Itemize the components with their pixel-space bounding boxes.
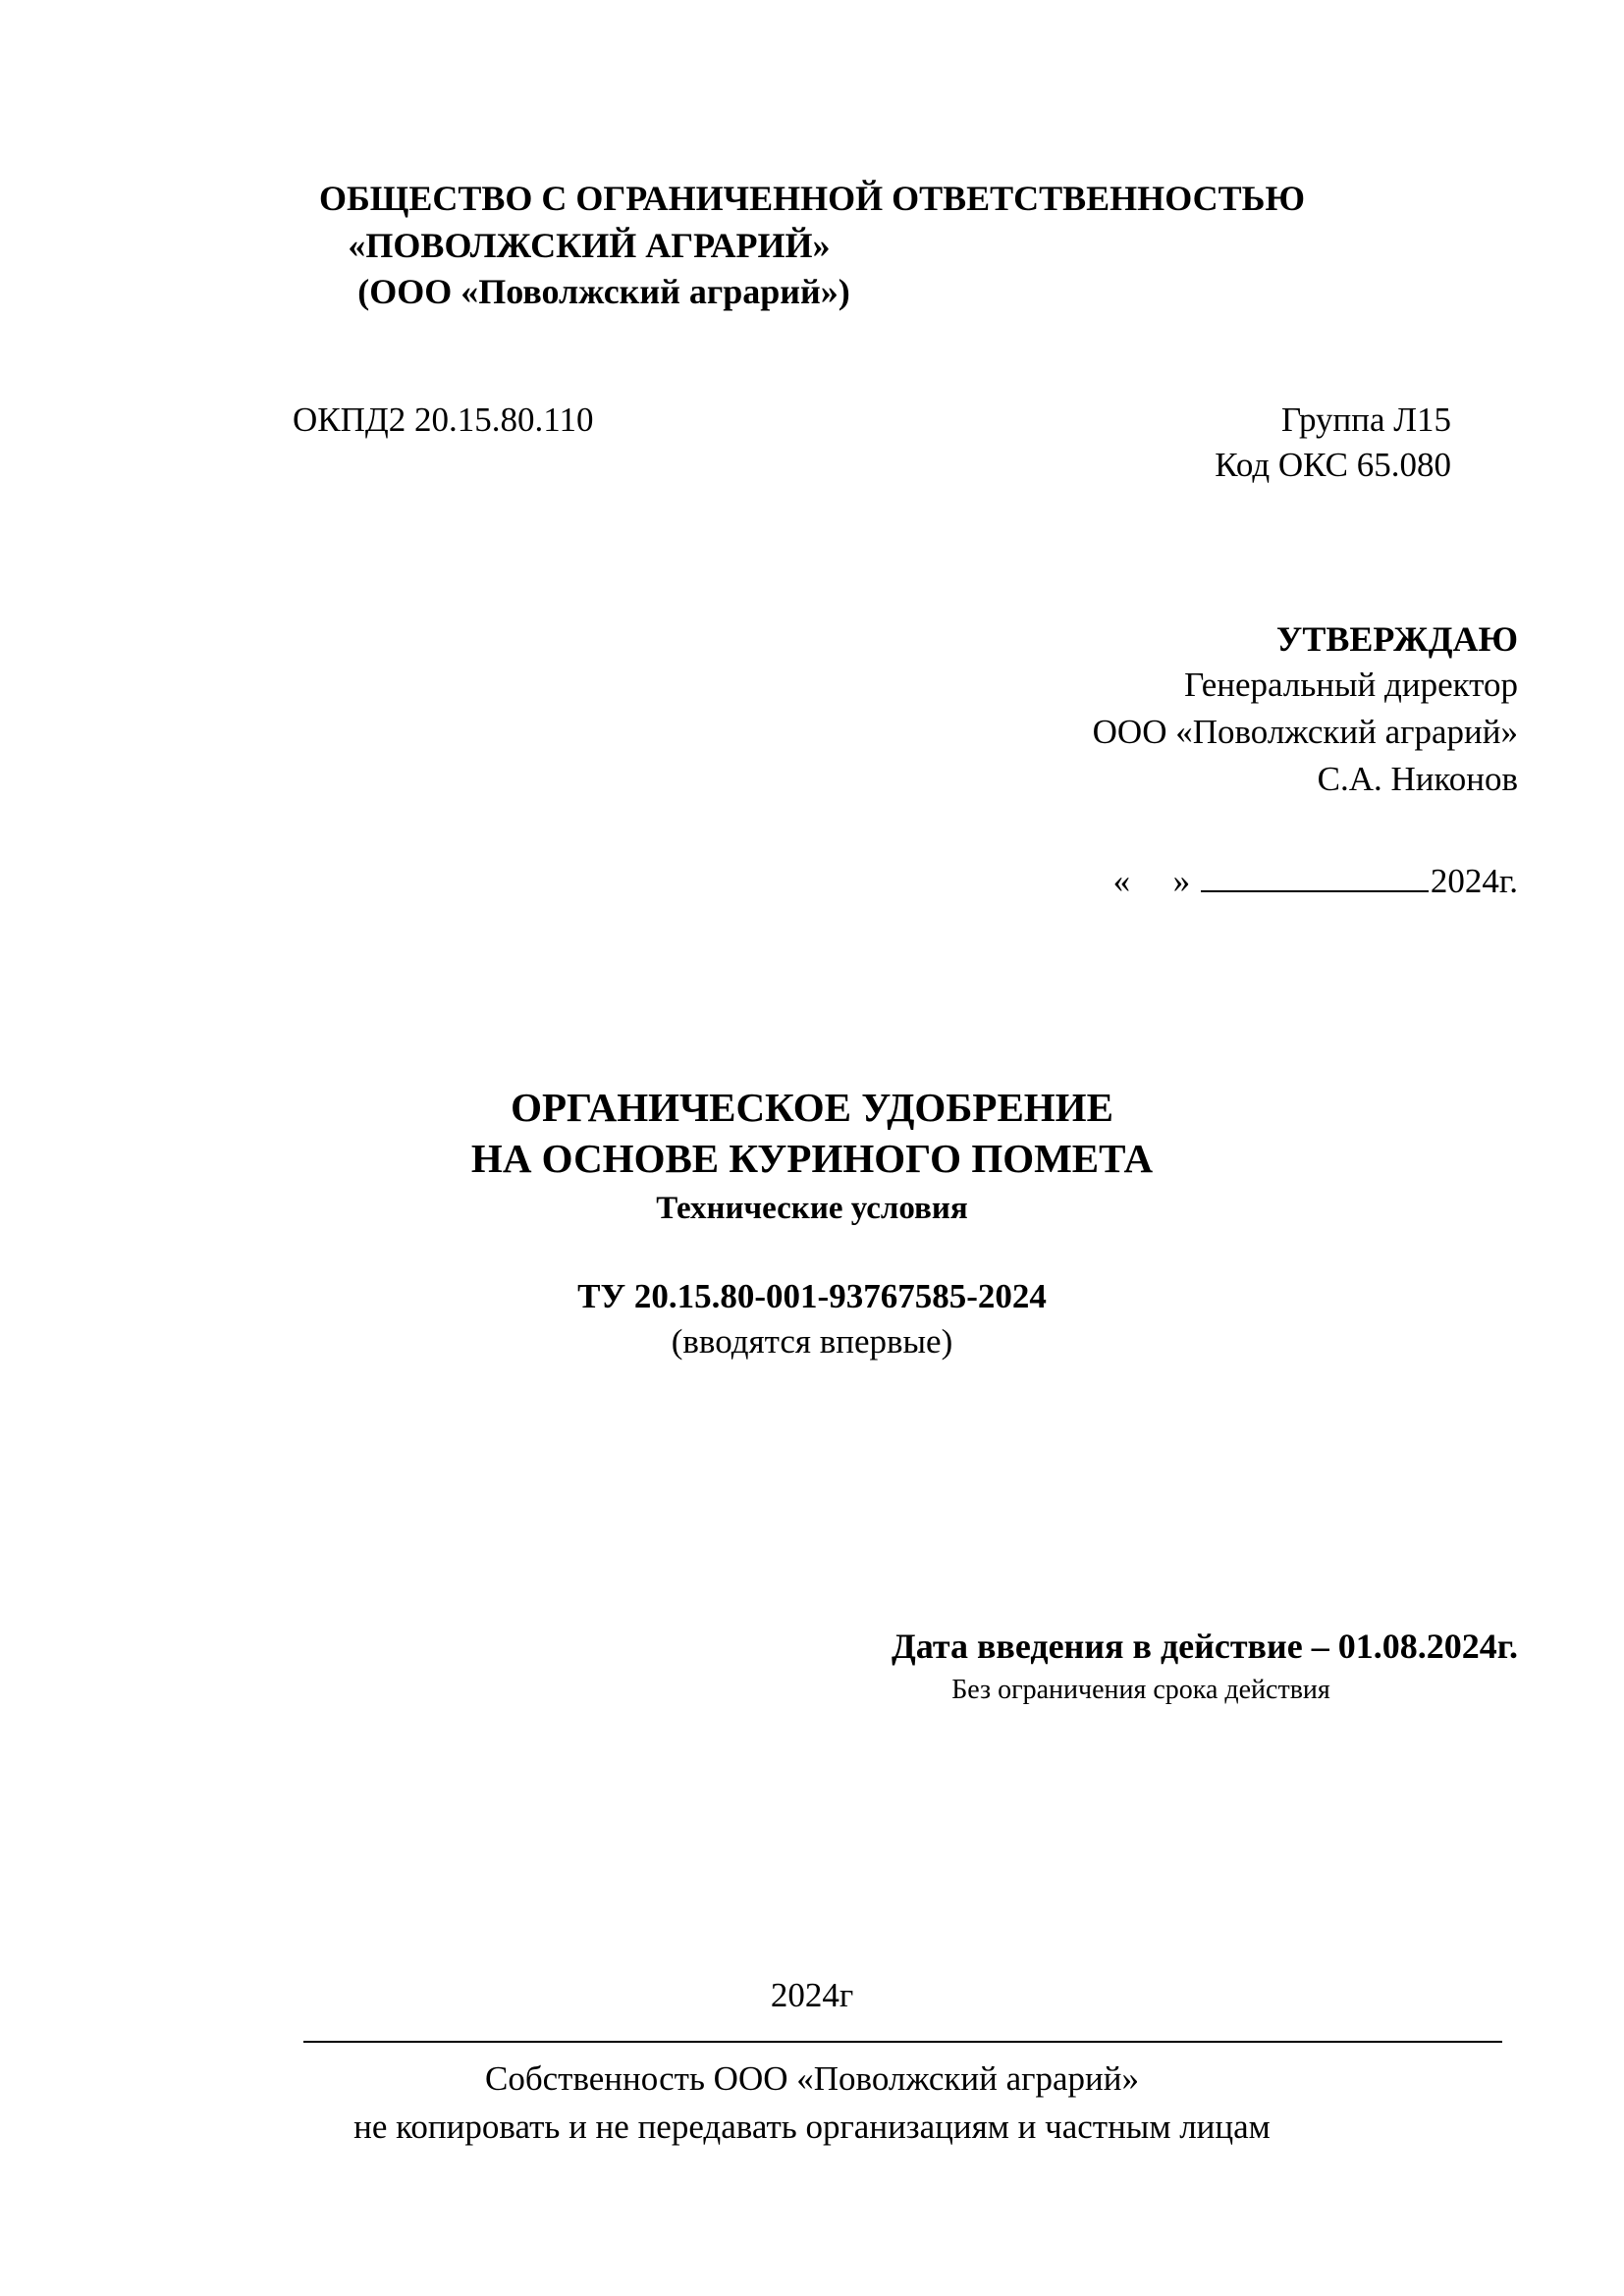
org-name-line1: ОБЩЕСТВО С ОГРАНИЧЕННОЙ ОТВЕТСТВЕННОСТЬЮ	[319, 179, 1305, 218]
effective-date: Дата введения в действие – 01.08.2024г.	[892, 1627, 1518, 1666]
approver-name: С.А. Никонов	[1317, 760, 1518, 798]
document-note: (вводятся впервые)	[671, 1322, 953, 1361]
group-code: Группа Л15	[1280, 400, 1451, 439]
footer-divider	[303, 2041, 1502, 2043]
approval-date-line	[884, 861, 1518, 898]
document-title-line1: ОРГАНИЧЕСКОЕ УДОБРЕНИЕ	[511, 1085, 1113, 1130]
footer-year: 2024г	[770, 1976, 854, 2014]
date-quote-open: «	[1112, 862, 1131, 900]
date-year: 2024г.	[1430, 862, 1518, 900]
approver-company: ООО «Поволжский аграрий»	[1092, 713, 1518, 751]
org-name-line2: «ПОВОЛЖСКИЙ АГРАРИЙ»	[348, 226, 831, 265]
document-code: ТУ 20.15.80-001-93767585-2024	[577, 1277, 1047, 1315]
okpd2-code: ОКПД2 20.15.80.110	[293, 400, 594, 439]
date-quote-close: »	[1172, 862, 1191, 900]
document-subtitle: Технические условия	[656, 1191, 968, 1226]
validity-note: Без ограничения срока действия	[951, 1675, 1330, 1705]
document-title-line2: НА ОСНОВЕ КУРИНОГО ПОМЕТА	[470, 1136, 1154, 1181]
copy-restriction-notice: не копировать и не передавать организациям и частным лицам	[353, 2108, 1271, 2146]
approval-heading: УТВЕРЖДАЮ	[1275, 619, 1518, 659]
approver-position: Генеральный директор	[1184, 666, 1518, 704]
date-blank-line	[1201, 861, 1429, 892]
oks-code: Код ОКС 65.080	[1215, 446, 1451, 484]
org-short-name: (ООО «Поволжский аграрий»)	[357, 272, 850, 311]
ownership-notice: Собственность ООО «Поволжский аграрий»	[484, 2059, 1140, 2098]
